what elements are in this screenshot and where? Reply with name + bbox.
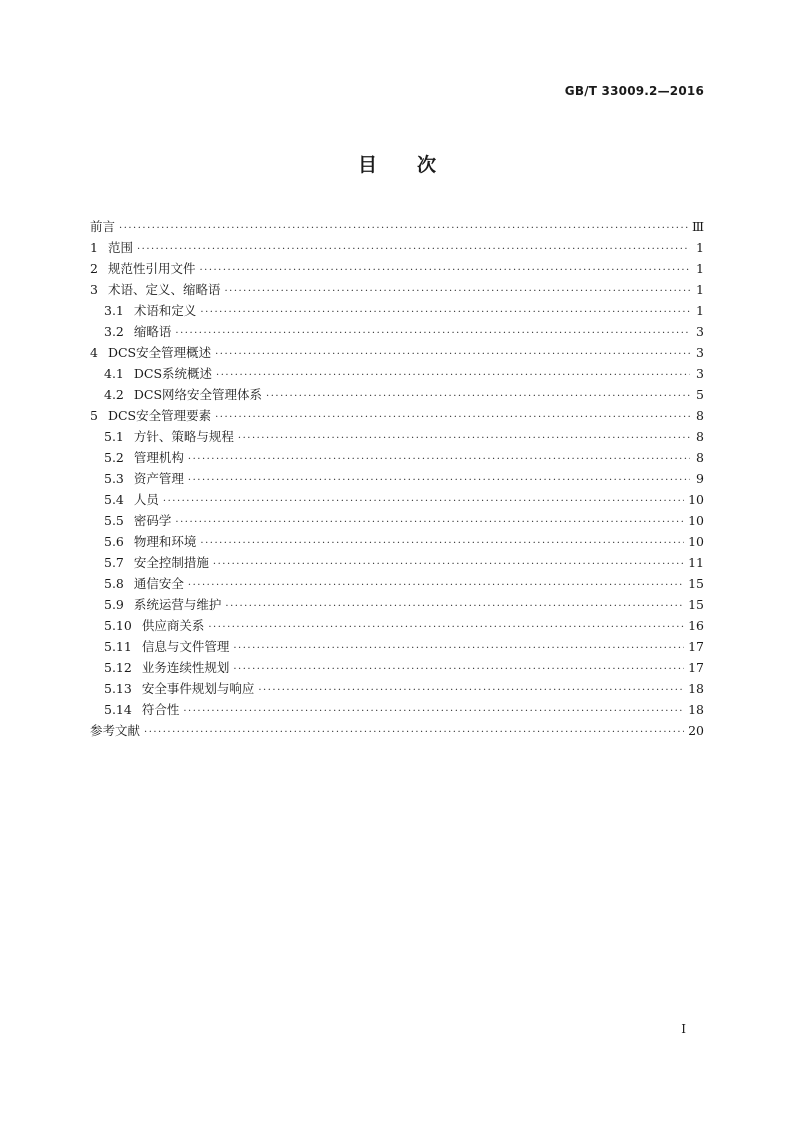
toc-entry-label: 物理和环境	[133, 534, 197, 549]
toc-title-char-2: 次	[417, 154, 437, 176]
toc-dot-leader	[215, 407, 690, 428]
toc-entry-label: 人员	[133, 492, 159, 507]
toc-entry-page: 15	[688, 576, 704, 591]
toc-entry-page: 1	[696, 240, 704, 255]
toc-dot-leader	[238, 428, 690, 449]
toc-entry-label: DCS安全管理要素	[107, 408, 212, 423]
toc-dot-leader	[216, 365, 690, 386]
toc-entry-page: 17	[688, 660, 704, 675]
toc-entry-label: 规范性引用文件	[107, 261, 196, 276]
toc-entry[interactable]	[90, 216, 704, 237]
toc-entry-label: 安全控制措施	[133, 555, 209, 570]
toc-entry-page: 1	[696, 303, 704, 318]
toc-dot-leader	[208, 617, 684, 638]
toc-dot-leader	[200, 533, 684, 554]
toc-dot-leader	[233, 659, 684, 680]
toc-entry-number: 5.8	[104, 576, 124, 591]
toc-entry-number: 4.1	[104, 366, 124, 381]
toc-entry[interactable]	[90, 447, 704, 468]
toc-entry[interactable]	[90, 258, 704, 279]
toc-dot-leader	[163, 491, 684, 512]
toc-entry-number: 5.12	[104, 660, 132, 675]
toc-dot-leader	[188, 575, 684, 596]
toc-entry[interactable]	[90, 720, 704, 741]
toc-entry-number: 1	[90, 240, 98, 255]
toc-entry-page: 10	[688, 492, 704, 507]
table-of-contents	[90, 216, 704, 741]
toc-dot-leader	[258, 680, 684, 701]
toc-entry[interactable]	[90, 279, 704, 300]
toc-entry-page: 8	[696, 450, 704, 465]
toc-entry-page: 3	[696, 366, 704, 381]
toc-dot-leader	[200, 302, 690, 323]
toc-entry[interactable]	[90, 321, 704, 342]
toc-entry-label: 资产管理	[133, 471, 184, 486]
toc-dot-leader	[175, 512, 684, 533]
toc-entry-page: 18	[688, 702, 704, 717]
toc-dot-leader	[266, 386, 690, 407]
toc-entry[interactable]	[90, 531, 704, 552]
toc-entry-number: 2	[90, 261, 98, 276]
toc-dot-leader	[199, 260, 690, 281]
toc-entry[interactable]	[90, 699, 704, 720]
toc-entry-number: 5.4	[104, 492, 124, 507]
toc-entry-number: 5.9	[104, 597, 124, 612]
toc-entry-page: 15	[688, 597, 704, 612]
toc-entry-label: 密码学	[133, 513, 172, 528]
toc-entry-label: 术语、定义、缩略语	[107, 282, 221, 297]
toc-entry[interactable]	[90, 363, 704, 384]
toc-entry-label: 缩略语	[133, 324, 172, 339]
toc-entry-label: 信息与文件管理	[141, 639, 230, 654]
toc-entry-number: 3.2	[104, 324, 124, 339]
toc-entry-page: 11	[688, 555, 704, 570]
toc-entry[interactable]	[90, 468, 704, 489]
toc-entry-number: 3.1	[104, 303, 124, 318]
toc-entry-label: 范围	[107, 240, 133, 255]
toc-dot-leader	[144, 722, 684, 743]
toc-entry[interactable]	[90, 552, 704, 573]
toc-entry[interactable]	[90, 489, 704, 510]
toc-entry-label: 前言	[90, 219, 116, 234]
toc-dot-leader	[183, 701, 684, 722]
toc-entry-number: 5.10	[104, 618, 132, 633]
toc-dot-leader	[188, 449, 690, 470]
toc-entry-label: DCS系统概述	[133, 366, 213, 381]
toc-dot-leader	[215, 344, 690, 365]
toc-entry-number: 3	[90, 282, 98, 297]
toc-entry-page: 9	[696, 471, 704, 486]
toc-entry-number: 5	[90, 408, 98, 423]
standard-number: GB/T 33009.2—2016	[564, 84, 704, 98]
toc-entry-page: 10	[688, 513, 704, 528]
toc-entry[interactable]	[90, 300, 704, 321]
toc-dot-leader	[175, 323, 690, 344]
toc-entry-number: 5.11	[104, 639, 132, 654]
toc-title-char-1: 目	[357, 154, 377, 176]
toc-entry-label: 管理机构	[133, 450, 184, 465]
toc-entry-number: 5.1	[104, 429, 124, 444]
toc-entry-page: 10	[688, 534, 704, 549]
toc-entry-number: 5.3	[104, 471, 124, 486]
toc-entry-label: 通信安全	[133, 576, 184, 591]
toc-entry-number: 4.2	[104, 387, 124, 402]
toc-entry[interactable]	[90, 678, 704, 699]
toc-entry[interactable]	[90, 426, 704, 447]
toc-dot-leader	[137, 239, 690, 260]
toc-entry-page: 17	[688, 639, 704, 654]
toc-entry-number: 5.6	[104, 534, 124, 549]
toc-entry-label: DCS安全管理概述	[107, 345, 212, 360]
page-number: I	[681, 1022, 686, 1036]
toc-entry-number: 5.7	[104, 555, 124, 570]
toc-entry-page: 20	[688, 723, 704, 738]
toc-entry-page: 5	[696, 387, 704, 402]
toc-entry-page: 1	[696, 282, 704, 297]
toc-entry[interactable]	[90, 615, 704, 636]
toc-entry-label: 术语和定义	[133, 303, 197, 318]
toc-dot-leader	[224, 281, 690, 302]
toc-entry-number: 4	[90, 345, 98, 360]
toc-entry-label: DCS网络安全管理体系	[133, 387, 263, 402]
toc-entry-label: 业务连续性规划	[141, 660, 230, 675]
toc-entry-number: 5.13	[104, 681, 132, 696]
toc-entry-number: 5.5	[104, 513, 124, 528]
toc-entry-page: 18	[688, 681, 704, 696]
toc-entry-page: Ⅲ	[691, 219, 704, 234]
toc-dot-leader	[233, 638, 684, 659]
toc-entry-number: 5.14	[104, 702, 132, 717]
toc-entry-label: 符合性	[141, 702, 180, 717]
toc-entry-page: 3	[696, 345, 704, 360]
toc-dot-leader	[188, 470, 690, 491]
toc-entry[interactable]	[90, 573, 704, 594]
toc-entry-page: 1	[696, 261, 704, 276]
toc-dot-leader	[213, 554, 684, 575]
toc-entry[interactable]	[90, 636, 704, 657]
toc-entry-label: 方针、策略与规程	[133, 429, 234, 444]
toc-entry-label: 安全事件规划与响应	[141, 681, 255, 696]
toc-entry-label: 供应商关系	[141, 618, 205, 633]
toc-entry-label: 参考文献	[90, 723, 141, 738]
toc-dot-leader	[119, 218, 688, 239]
toc-entry[interactable]	[90, 657, 704, 678]
toc-entry-number: 5.2	[104, 450, 124, 465]
toc-dot-leader	[225, 596, 684, 617]
toc-entry-page: 8	[696, 408, 704, 423]
toc-entry[interactable]	[90, 237, 704, 258]
toc-entry-page: 3	[696, 324, 704, 339]
toc-entry[interactable]	[90, 342, 704, 363]
toc-entry[interactable]	[90, 510, 704, 531]
toc-entry[interactable]	[90, 384, 704, 405]
toc-entry-page: 16	[688, 618, 704, 633]
toc-title	[0, 150, 794, 177]
toc-entry[interactable]	[90, 594, 704, 615]
toc-entry[interactable]	[90, 405, 704, 426]
toc-entry-page: 8	[696, 429, 704, 444]
toc-entry-label: 系统运营与维护	[133, 597, 222, 612]
